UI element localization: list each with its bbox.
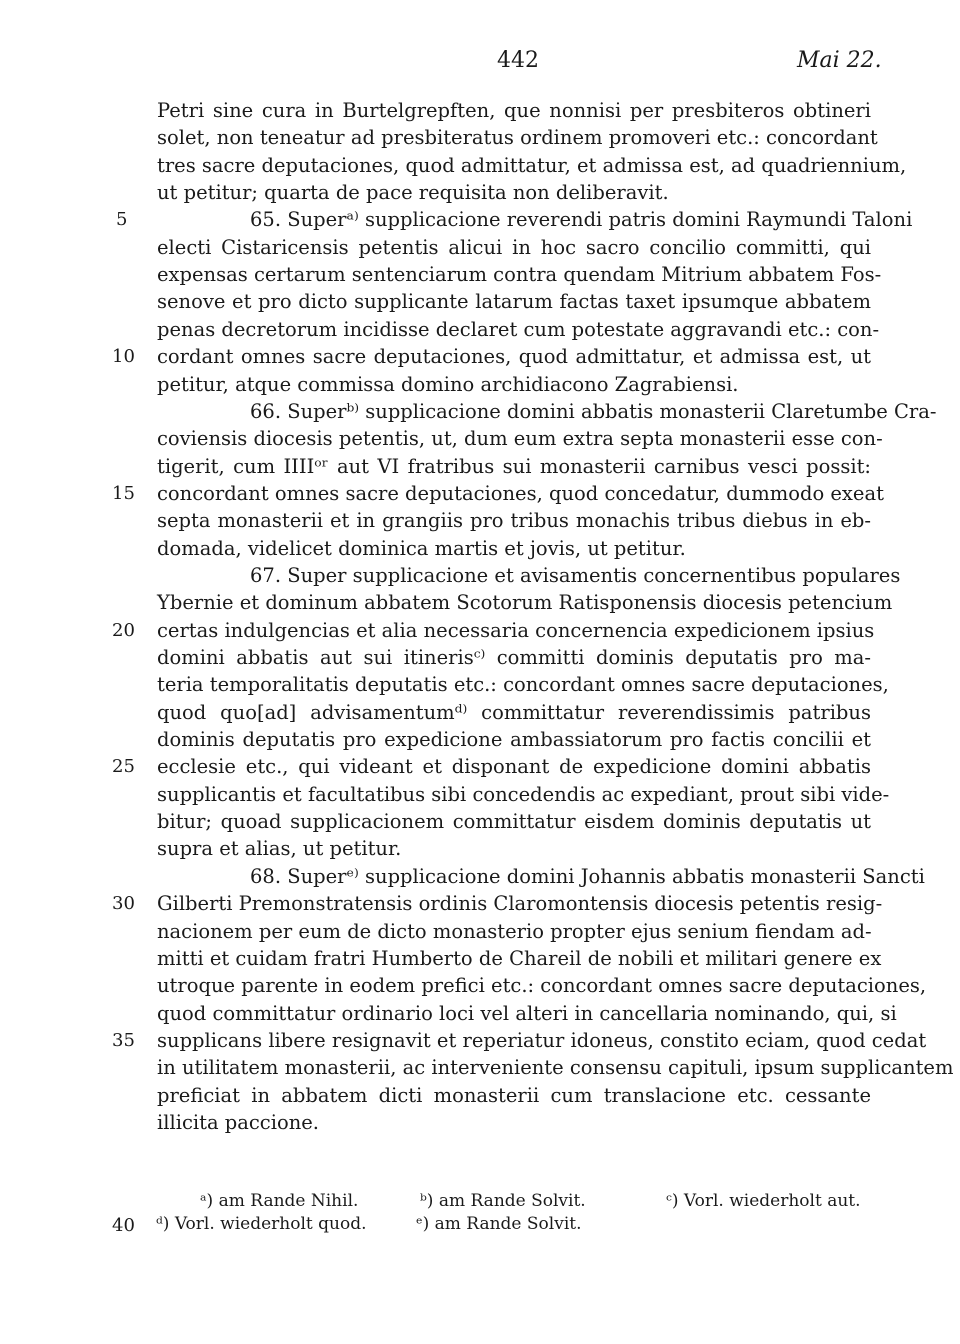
text-line: penas decretorum incidisse declaret cum potestate aggravandi etc.: con-	[157, 318, 880, 341]
text-line: tres sacre deputaciones, quod admittatur, et admissa est, ad quadriennium,	[157, 154, 907, 177]
text-line: solet, non teneatur ad presbiteratus ordinem promoveri etc.: concordant	[157, 126, 878, 149]
text-line: dominis deputatis pro expedicione ambassiatorum pro factis concilii et	[157, 728, 871, 751]
line-number: 15	[112, 483, 135, 504]
line-number: 25	[112, 756, 135, 777]
line-number: 35	[112, 1030, 135, 1051]
text-line: illicita paccione.	[157, 1111, 319, 1134]
text-line: utroque parente in eodem prefici etc.: concordant omnes sacre deputaciones,	[157, 974, 927, 997]
footnote-b: ᵇ) am Rande Solvit.	[420, 1191, 586, 1211]
text-line: 66. Superᵇ⁾ supplicacione domini abbatis monasterii Claretumbe Cra-	[250, 400, 937, 423]
page-date: Mai 22.	[797, 48, 882, 73]
text-line: preficiat in abbatem dicti monasterii cum translacione etc. cessante	[157, 1084, 871, 1107]
text-line: ecclesie etc., qui videant et disponant de expedicione domini abbatis	[157, 755, 871, 778]
page-number: 442	[497, 48, 539, 73]
line-number: 20	[112, 620, 135, 641]
line-number: 10	[112, 346, 135, 367]
text-line: Gilberti Premonstratensis ordinis Claromontensis diocesis petentis resig-	[157, 892, 883, 915]
text-line: tigerit, cum IIIIᵒʳ aut VI fratribus sui monasterii carnibus vesci possit:	[157, 455, 871, 478]
text-line: ut petitur; quarta de pace requisita non deliberavit.	[157, 181, 669, 204]
text-line: petitur, atque commissa domino archidiacono Zagrabiensi.	[157, 373, 739, 396]
footnote-d: ᵈ) Vorl. wiederholt quod.	[156, 1214, 367, 1234]
text-line: mitti et cuidam fratri Humberto de Chareil de nobili et militari genere ex	[157, 947, 882, 970]
text-line: domada, videlicet dominica martis et jovis, ut petitur.	[157, 537, 686, 560]
text-line: teria temporalitatis deputatis etc.: concordant omnes sacre deputaciones,	[157, 673, 889, 696]
text-line: 65. Superᵃ⁾ supplicacione reverendi patris domini Raymundi Taloni	[250, 208, 913, 231]
line-number: 5	[116, 209, 128, 230]
text-line: certas indulgencias et alia necessaria concernencia expedicionem ipsius	[157, 619, 875, 642]
text-line: concordant omnes sacre deputaciones, quod concedatur, dummodo exeat	[157, 482, 884, 505]
text-line: Ybernie et dominum abbatem Scotorum Ratisponensis diocesis petencium	[157, 591, 893, 614]
text-line: cordant omnes sacre deputaciones, quod admittatur, et admissa est, ut	[157, 345, 871, 368]
line-number: 30	[112, 893, 135, 914]
line-number: 40	[112, 1215, 135, 1236]
text-line: supra et alias, ut petitur.	[157, 837, 402, 860]
text-line: 67. Super supplicacione et avisamentis concernentibus populares	[250, 564, 901, 587]
text-line: bitur; quoad supplicacionem committatur eisdem dominis deputatis ut	[157, 810, 871, 833]
footnote-a: ᵃ) am Rande Nihil.	[200, 1191, 359, 1211]
text-line: 68. Superᵉ⁾ supplicacione domini Johannis abbatis monasterii Sancti	[250, 865, 925, 888]
text-line: expensas certarum sentenciarum contra quendam Mitrium abbatem Fos-	[157, 263, 882, 286]
text-line: nacionem per eum de dicto monasterio propter ejus senium fiendam ad-	[157, 920, 872, 943]
footnote-e: ᵉ) am Rande Solvit.	[416, 1214, 582, 1234]
text-line: domini abbatis aut sui itinerisᶜ⁾ committi dominis deputatis pro ma-	[157, 646, 871, 669]
text-line: coviensis diocesis petentis, ut, dum eum extra septa monasterii esse con-	[157, 427, 883, 450]
text-line: senove et pro dicto supplicante latarum factas taxet ipsumque abbatem	[157, 290, 871, 313]
text-line: electi Cistaricensis petentis alicui in hoc sacro concilio committi, qui	[157, 236, 871, 259]
footnote-c: ᶜ) Vorl. wiederholt aut.	[666, 1191, 861, 1211]
text-line: Petri sine cura in Burtelgrepften, que nonnisi per presbiteros obtineri	[157, 99, 871, 122]
text-line: quod committatur ordinario loci vel alteri in cancellaria nominando, qui, si	[157, 1002, 897, 1025]
text-line: quod quo[ad] advisamentumᵈ⁾ committatur reverendissimis patribus	[157, 701, 871, 724]
text-line: supplicans libere resignavit et reperiatur idoneus, constito eciam, quod cedat	[157, 1029, 927, 1052]
text-line: septa monasterii et in grangiis pro tribus monachis tribus diebus in eb-	[157, 509, 871, 532]
text-line: in utilitatem monasterii, ac interveniente consensu capituli, ipsum supplicantem	[157, 1056, 954, 1079]
text-line: supplicantis et facultatibus sibi concedendis ac expediant, prout sibi vide-	[157, 783, 890, 806]
